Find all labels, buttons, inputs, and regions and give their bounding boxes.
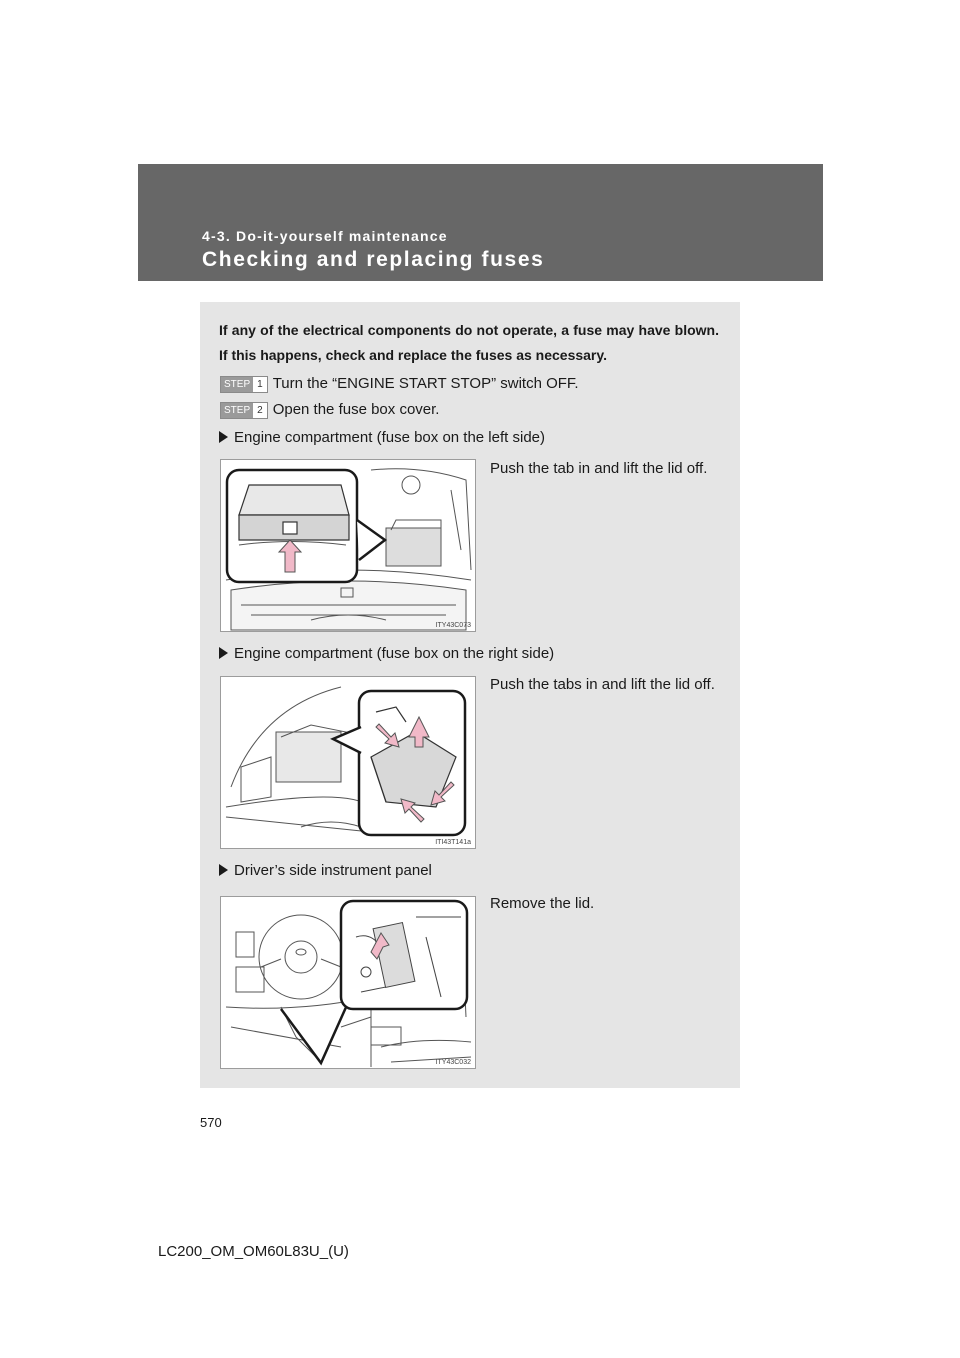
step-badge: STEP 1 [220, 376, 268, 393]
figure-right-fuse-box [220, 676, 476, 849]
triangle-bullet-icon [219, 647, 228, 659]
figure-instrument-panel [220, 896, 476, 1069]
item-desc-left-fuse-box: Push the tab in and lift the lid off. [490, 460, 708, 477]
item-heading-left-fuse-box: Engine compartment (fuse box on the left side) [219, 429, 545, 446]
step-text: Turn the “ENGINE START STOP” switch OFF. [272, 375, 579, 392]
item-desc-right-fuse-box: Push the tabs in and lift the lid off. [490, 676, 715, 693]
item-heading-right-fuse-box: Engine compartment (fuse box on the right side) [219, 645, 554, 662]
triangle-bullet-icon [219, 431, 228, 443]
figure-code: ITI43T141a [435, 839, 471, 846]
step-1 [220, 375, 579, 393]
page-number: 570 [200, 1115, 222, 1130]
content-panel [200, 302, 740, 1088]
step-badge: STEP 2 [220, 402, 268, 419]
section-label: 4-3. Do-it-yourself maintenance [202, 228, 448, 244]
step-2 [220, 401, 439, 419]
item-desc-instrument-panel: Remove the lid. [490, 895, 595, 912]
triangle-bullet-icon [219, 864, 228, 876]
figure-code: ITY43C073 [435, 622, 471, 629]
figure-left-fuse-box [220, 459, 476, 632]
section-header [138, 164, 823, 281]
step-text: Open the fuse box cover. [272, 401, 440, 418]
footer-doc-code: LC200_OM_OM60L83U_(U) [158, 1243, 349, 1260]
page-title: Checking and replacing fuses [202, 248, 545, 271]
intro-text: If any of the electrical components do not operate, a fuse may have blown. If this happens, check and replace the fuses as necessary. [219, 322, 719, 363]
item-heading-instrument-panel: Driver’s side instrument panel [219, 862, 432, 879]
figure-code: ITY43C032 [435, 1059, 471, 1066]
